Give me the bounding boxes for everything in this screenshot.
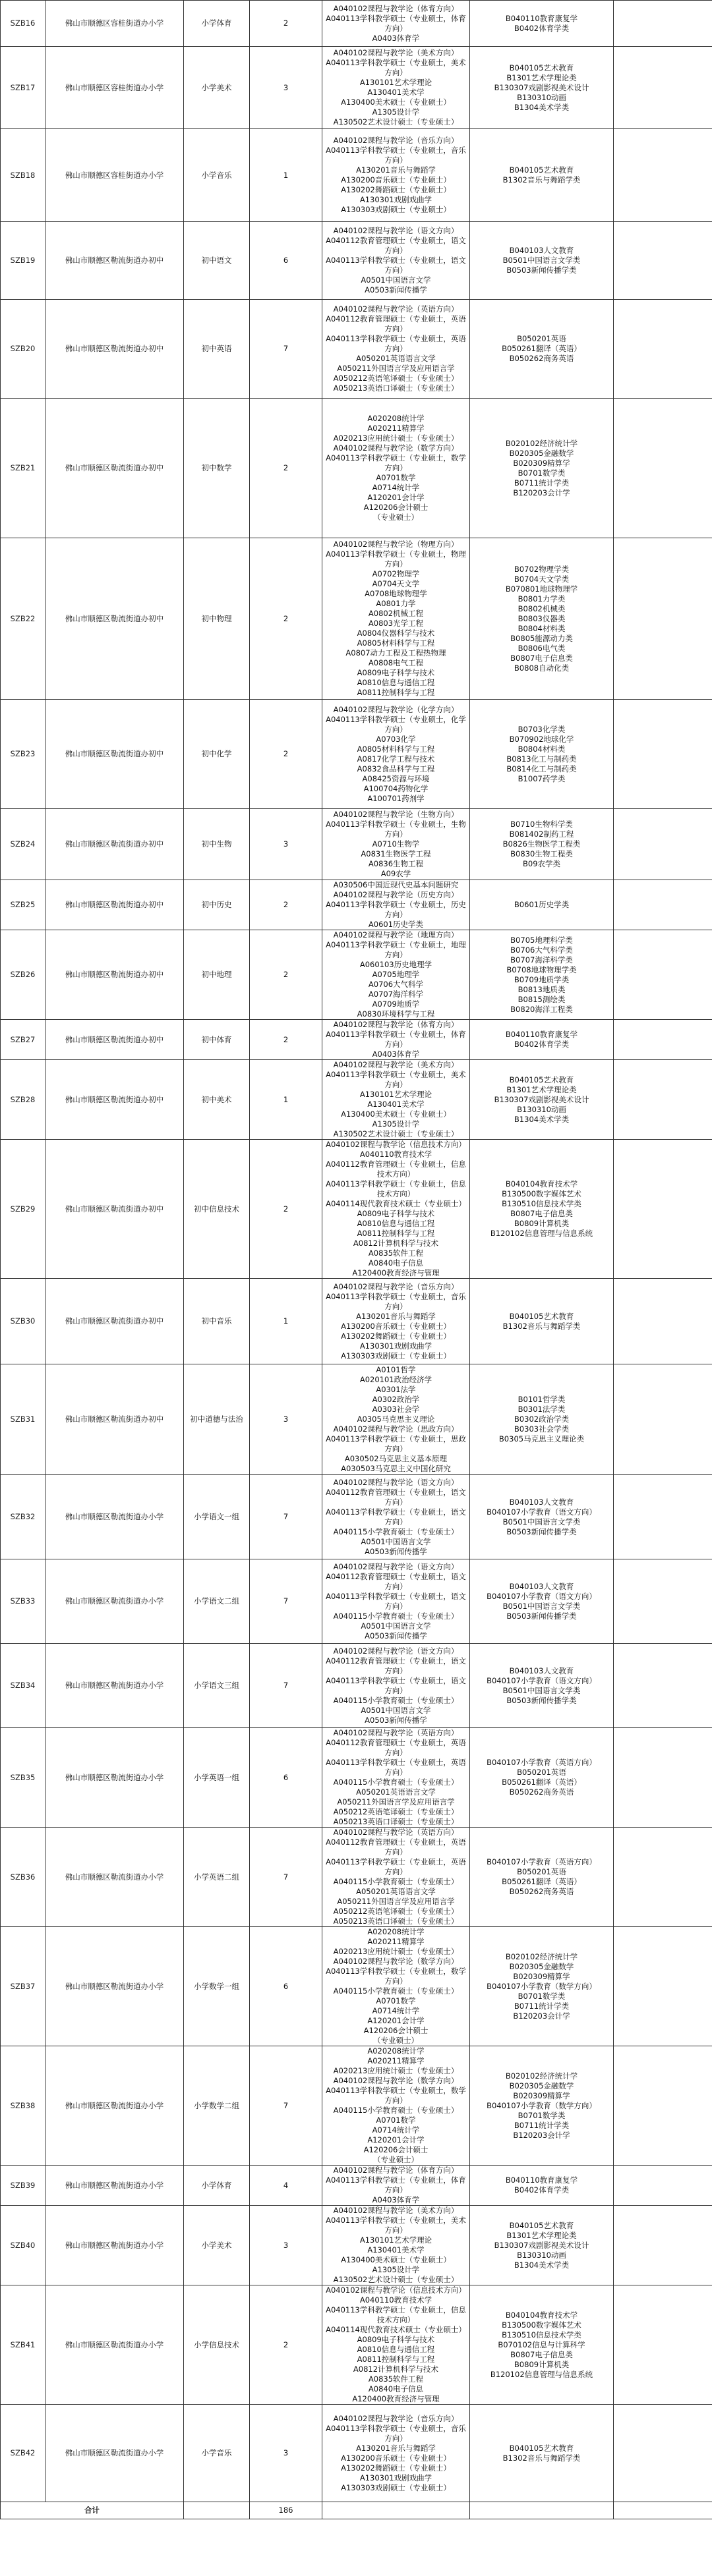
undergraduate-major-cell: B020102经济统计学 B020305金融数学 B020309精算学 B040107小学教育（数学方向） B0701数学类 B0711统计学类 B120203会计学: [470, 1927, 614, 2046]
employer-unit-cell: 佛山市顺德区勒流街道办初中: [45, 538, 184, 700]
total-label: 合计: [1, 2502, 184, 2519]
remarks-cell: [614, 809, 712, 880]
undergraduate-major-cell: B0703化学类 B070902地球化学 B0804材料类 B0813化工与制药类 B0814化工与制药类 B1007药学类: [470, 700, 614, 809]
remarks-cell: [614, 2285, 712, 2405]
postgraduate-major-cell: A020208统计学 A020211精算学 A020213应用统计硕士（专业硕士） A040102课程与教学论（数学方向） A040113学科教学硕士（专业硕士，数学方向） A040115小学教育硕士（专业硕士） A0701数学 A0714统计学 A120201会计学 A120206会计硕士 （专业硕士）: [322, 2046, 470, 2166]
remarks-cell: [614, 1828, 712, 1927]
postgraduate-major-cell: A040102课程与教学论（美术方向） A040113学科教学硕士（专业硕士，美术方向） A130101艺术学理论 A130401美术学 A130400美术硕士（专业硕士） A1305设计学 A130502艺术设计硕士（专业硕士）: [322, 1060, 470, 1140]
recruit-count-cell: 1: [250, 1279, 322, 1364]
position-name-cell: 小学语文二组: [184, 1559, 250, 1644]
undergraduate-major-cell: B0101哲学类 B0301法学类 B0302政治学类 B0303社会学类 B0305马克思主义理论类: [470, 1364, 614, 1475]
remarks-cell: [614, 1020, 712, 1060]
undergraduate-major-cell: B040103人文教育 B040107小学教育（语文方向） B0501中国语言文学类 B0503新闻传播学类: [470, 1559, 614, 1644]
table-row: [1, 2285, 712, 2405]
recruit-count-cell: 7: [250, 300, 322, 399]
employer-unit-cell: 佛山市顺德区容桂街道办小学: [45, 47, 184, 129]
recruit-count-cell: 3: [250, 47, 322, 129]
remarks-cell: [614, 1475, 712, 1559]
remarks-cell: [614, 222, 712, 300]
position-code-cell: SZB28: [1, 1060, 45, 1140]
postgraduate-major-cell: A040102课程与教学论（英语方向） A040112教育管理硕士（专业硕士，英语方向） A040113学科教学硕士（专业硕士，英语方向） A040115小学教育硕士（专业硕士） A050201英语语言文学 A050211外国语言学及应用语言学 A050212英语笔译硕士（专业硕士） A050213英语口译硕士（专业硕士）: [322, 1828, 470, 1927]
postgraduate-major-cell: A040102课程与教学论（美术方向） A040113学科教学硕士（专业硕士，美术方向） A130101艺术学理论 A130401美术学 A130400美术硕士（专业硕士） A1305设计学 A130502艺术设计硕士（专业硕士）: [322, 2206, 470, 2285]
table-row: [1, 399, 712, 538]
recruit-count-cell: 2: [250, 1, 322, 47]
undergraduate-major-cell: B0702物理学类 B0704天文学类 B070801地球物理学 B0801力学类 B0802机械类 B0803仪器类 B0804材料类 B0805能源动力类 B0806电气类 B0807电子信息类 B0808自动化类: [470, 538, 614, 700]
position-code-cell: SZB25: [1, 880, 45, 930]
remarks-cell: [614, 1644, 712, 1728]
postgraduate-major-cell: A040102课程与教学论（语文方向） A040112教育管理硕士（专业硕士，语文方向） A040113学科教学硕士（专业硕士，语文方向） A040115小学教育硕士（专业硕士） A0501中国语言文学 A0503新闻传播学: [322, 1475, 470, 1559]
position-name-cell: 初中道德与法治: [184, 1364, 250, 1475]
position-name-cell: 小学语文三组: [184, 1644, 250, 1728]
employer-unit-cell: 佛山市顺德区勒流街道办初中: [45, 1140, 184, 1279]
recruit-count-cell: 3: [250, 2405, 322, 2502]
undergraduate-major-cell: B040103人文教育 B0501中国语言文学类 B0503新闻传播学类: [470, 222, 614, 300]
position-code-cell: SZB40: [1, 2206, 45, 2285]
position-code-cell: SZB23: [1, 700, 45, 809]
postgraduate-major-cell: A0101哲学 A020101政治经济学 A0301法学 A0302政治学 A0303社会学 A0305马克思主义理论 A040102课程与教学论（思政方向） A040113学科教学硕士（专业硕士，思政方向） A030502马克思主义基本原理 A030503马克思主义中国化研究: [322, 1364, 470, 1475]
employer-unit-cell: 佛山市顺德区勒流街道办小学: [45, 1728, 184, 1828]
position-code-cell: SZB31: [1, 1364, 45, 1475]
position-code-cell: SZB34: [1, 1644, 45, 1728]
position-name-cell: 初中体育: [184, 1020, 250, 1060]
remarks-cell: [614, 129, 712, 222]
postgraduate-major-cell: A040102课程与教学论（美术方向） A040113学科教学硕士（专业硕士，美术方向） A130101艺术学理论 A130401美术学 A130400美术硕士（专业硕士） A1305设计学 A130502艺术设计硕士（专业硕士）: [322, 47, 470, 129]
position-code-cell: SZB35: [1, 1728, 45, 1828]
position-name-cell: 小学数学二组: [184, 2046, 250, 2166]
employer-unit-cell: 佛山市顺德区勒流街道办小学: [45, 2405, 184, 2502]
recruit-count-cell: 4: [250, 2166, 322, 2206]
position-name-cell: 小学英语一组: [184, 1728, 250, 1828]
undergraduate-major-cell: B040103人文教育 B040107小学教育（语文方向） B0501中国语言文学类 B0503新闻传播学类: [470, 1475, 614, 1559]
table-row: [1, 1, 712, 47]
position-code-cell: SZB29: [1, 1140, 45, 1279]
remarks-cell: [614, 1559, 712, 1644]
postgraduate-major-cell: A020208统计学 A020211精算学 A020213应用统计硕士（专业硕士） A040102课程与教学论（数学方向） A040113学科教学硕士（专业硕士，数学方向） A0701数学 A0714统计学 A120201会计学 A120206会计硕士 （专业硕士）: [322, 399, 470, 538]
employer-unit-cell: 佛山市顺德区勒流街道办初中: [45, 1364, 184, 1475]
recruit-count-cell: 6: [250, 1927, 322, 2046]
postgraduate-major-cell: A040102课程与教学论（体育方向） A040113学科教学硕士（专业硕士，体育方向） A0403体育学: [322, 1, 470, 47]
position-code-cell: SZB33: [1, 1559, 45, 1644]
recruit-count-cell: 7: [250, 1644, 322, 1728]
recruit-count-cell: 2: [250, 1140, 322, 1279]
table-row: [1, 930, 712, 1020]
undergraduate-major-cell: B040105艺术教育 B1302音乐与舞蹈学类: [470, 1279, 614, 1364]
table-row: [1, 129, 712, 222]
table-row: [1, 1644, 712, 1728]
position-name-cell: 小学体育: [184, 1, 250, 47]
position-code-cell: SZB17: [1, 47, 45, 129]
position-code-cell: SZB22: [1, 538, 45, 700]
remarks-cell: [614, 700, 712, 809]
position-code-cell: SZB42: [1, 2405, 45, 2502]
position-code-cell: SZB20: [1, 300, 45, 399]
employer-unit-cell: 佛山市顺德区容桂街道办小学: [45, 129, 184, 222]
table-row: [1, 1140, 712, 1279]
recruit-count-cell: 6: [250, 222, 322, 300]
undergraduate-major-cell: B040107小学教育（英语方向） B050201英语 B050261翻译（英语） B050262商务英语: [470, 1728, 614, 1828]
table-row: [1, 1020, 712, 1060]
recruit-count-cell: 1: [250, 129, 322, 222]
undergraduate-major-cell: B040110教育康复学 B0402体育学类: [470, 1020, 614, 1060]
table-row: [1, 2405, 712, 2502]
position-name-cell: 小学美术: [184, 47, 250, 129]
position-code-cell: SZB38: [1, 2046, 45, 2166]
undergraduate-major-cell: B040107小学教育（英语方向） B050201英语 B050261翻译（英语） B050262商务英语: [470, 1828, 614, 1927]
recruit-count-cell: 3: [250, 1364, 322, 1475]
undergraduate-major-cell: B020102经济统计学 B020305金融数学 B020309精算学 B040107小学教育（数学方向） B0701数学类 B0711统计学类 B120203会计学: [470, 2046, 614, 2166]
position-name-cell: 小学语文一组: [184, 1475, 250, 1559]
employer-unit-cell: 佛山市顺德区勒流街道办初中: [45, 1020, 184, 1060]
position-code-cell: SZB19: [1, 222, 45, 300]
position-code-cell: SZB37: [1, 1927, 45, 2046]
remarks-cell: [614, 1060, 712, 1140]
position-code-cell: SZB16: [1, 1, 45, 47]
remarks-cell: [614, 399, 712, 538]
table-row: [1, 538, 712, 700]
postgraduate-major-cell: A040102课程与教学论（生物方向） A040113学科教学硕士（专业硕士，生物方向） A0710生物学 A0831生物医学工程 A0836生物工程 A09农学: [322, 809, 470, 880]
recruit-count-cell: 1: [250, 1060, 322, 1140]
remarks-cell: [614, 930, 712, 1020]
position-name-cell: 初中语文: [184, 222, 250, 300]
employer-unit-cell: 佛山市顺德区勒流街道办小学: [45, 1644, 184, 1728]
position-code-cell: SZB36: [1, 1828, 45, 1927]
employer-unit-cell: 佛山市顺德区勒流街道办小学: [45, 1475, 184, 1559]
position-name-cell: 初中地理: [184, 930, 250, 1020]
remarks-cell: [614, 1927, 712, 2046]
position-name-cell: 初中信息技术: [184, 1140, 250, 1279]
remarks-cell: [614, 300, 712, 399]
undergraduate-major-cell: B0710生物科学类 B081402制药工程 B0826生物医学工程类 B0830生物工程类 B09农学类: [470, 809, 614, 880]
position-code-cell: SZB32: [1, 1475, 45, 1559]
remarks-cell: [614, 2405, 712, 2502]
position-code-cell: SZB41: [1, 2285, 45, 2405]
position-name-cell: 小学音乐: [184, 129, 250, 222]
postgraduate-major-cell: A040102课程与教学论（语文方向） A040112教育管理硕士（专业硕士，语文方向） A040113学科教学硕士（专业硕士，语文方向） A0501中国语言文学 A0503新闻传播学: [322, 222, 470, 300]
position-name-cell: 小学音乐: [184, 2405, 250, 2502]
employer-unit-cell: 佛山市顺德区勒流街道办初中: [45, 700, 184, 809]
position-name-cell: 初中生物: [184, 809, 250, 880]
remarks-cell: [614, 1279, 712, 1364]
postgraduate-major-cell: A030506中国近现代史基本问题研究 A040102课程与教学论（历史方向） A040113学科教学硕士（专业硕士，历史方向） A0601历史学类: [322, 880, 470, 930]
position-name-cell: 小学体育: [184, 2166, 250, 2206]
total-blank-cell: [184, 2502, 250, 2519]
employer-unit-cell: 佛山市顺德区勒流街道办初中: [45, 930, 184, 1020]
undergraduate-major-cell: B050201英语 B050261翻译（英语） B050262商务英语: [470, 300, 614, 399]
recruit-count-cell: 7: [250, 1559, 322, 1644]
total-blank-cell: [614, 2502, 712, 2519]
table-row: [1, 880, 712, 930]
recruit-count-cell: 3: [250, 2206, 322, 2285]
postgraduate-major-cell: A040102课程与教学论（物理方向） A040113学科教学硕士（专业硕士，物理方向） A0702物理学 A0704天文学 A0708地球物理学 A0801力学 A0802机械工程 A0803光学工程 A0804仪器科学与技术 A0805材料科学与工程 A0807动力工程及工程热物理 A0808电气工程 A0809电子科学与技术 A0810信息与通信工程 A0811控制科学与工程: [322, 538, 470, 700]
table-row: [1, 2166, 712, 2206]
position-name-cell: 初中美术: [184, 1060, 250, 1140]
recruit-count-cell: 7: [250, 1828, 322, 1927]
postgraduate-major-cell: A040102课程与教学论（体育方向） A040113学科教学硕士（专业硕士，体育方向） A0403体育学: [322, 2166, 470, 2206]
table-row: [1, 700, 712, 809]
table-row: [1, 1060, 712, 1140]
undergraduate-major-cell: B040105艺术教育 B1302音乐与舞蹈学类: [470, 2405, 614, 2502]
position-name-cell: 初中化学: [184, 700, 250, 809]
postgraduate-major-cell: A040102课程与教学论（英语方向） A040112教育管理硕士（专业硕士，英语方向） A040113学科教学硕士（专业硕士，英语方向） A040115小学教育硕士（专业硕士） A050201英语语言文学 A050211外国语言学及应用语言学 A050212英语笔译硕士（专业硕士） A050213英语口译硕士（专业硕士）: [322, 1728, 470, 1828]
employer-unit-cell: 佛山市顺德区勒流街道办小学: [45, 1828, 184, 1927]
table-row: [1, 1927, 712, 2046]
remarks-cell: [614, 1364, 712, 1475]
undergraduate-major-cell: B020102经济统计学 B020305金融数学 B020309精算学 B0701数学类 B0711统计学类 B120203会计学: [470, 399, 614, 538]
postgraduate-major-cell: A040102课程与教学论（语文方向） A040112教育管理硕士（专业硕士，语文方向） A040113学科教学硕士（专业硕士，语文方向） A040115小学教育硕士（专业硕士） A0501中国语言文学 A0503新闻传播学: [322, 1559, 470, 1644]
table-row: [1, 1475, 712, 1559]
postgraduate-major-cell: A040102课程与教学论（语文方向） A040112教育管理硕士（专业硕士，语文方向） A040113学科教学硕士（专业硕士，语文方向） A040115小学教育硕士（专业硕士） A0501中国语言文学 A0503新闻传播学: [322, 1644, 470, 1728]
remarks-cell: [614, 1, 712, 47]
undergraduate-major-cell: B040104教育技术学 B130500数字媒体艺术 B130510信息技术学类 B0807电子信息类 B0809计算机类 B120102信息管理与信息系统: [470, 1140, 614, 1279]
position-code-cell: SZB27: [1, 1020, 45, 1060]
total-blank-cell: [322, 2502, 470, 2519]
remarks-cell: [614, 1728, 712, 1828]
postgraduate-major-cell: A040102课程与教学论（音乐方向） A040113学科教学硕士（专业硕士，音乐方向） A130201音乐与舞蹈学 A130200音乐硕士（专业硕士） A130202舞蹈硕士（专业硕士） A130301戏剧戏曲学 A130303戏剧硕士（专业硕士）: [322, 2405, 470, 2502]
position-code-cell: SZB30: [1, 1279, 45, 1364]
employer-unit-cell: 佛山市顺德区勒流街道办初中: [45, 880, 184, 930]
postgraduate-major-cell: A040102课程与教学论（音乐方向） A040113学科教学硕士（专业硕士，音乐方向） A130201音乐与舞蹈学 A130200音乐硕士（专业硕士） A130202舞蹈硕士（专业硕士） A130301戏剧戏曲学 A130303戏剧硕士（专业硕士）: [322, 1279, 470, 1364]
remarks-cell: [614, 2046, 712, 2166]
employer-unit-cell: 佛山市顺德区勒流街道办初中: [45, 222, 184, 300]
postgraduate-major-cell: A040102课程与教学论（化学方向） A040113学科教学硕士（专业硕士，化学方向） A0703化学 A0805材料科学与工程 A0817化学工程与技术 A0832食品科学与工程 A08425资源与环境 A100704药物化学 A100701药剂学: [322, 700, 470, 809]
table-row: [1, 47, 712, 129]
position-name-cell: 初中音乐: [184, 1279, 250, 1364]
undergraduate-major-cell: B040104教育技术学 B130500数字媒体艺术 B130510信息技术学类 B070102信息与计算科学 B0807电子信息类 B0809计算机类 B120102信息管理与信息系统: [470, 2285, 614, 2405]
remarks-cell: [614, 880, 712, 930]
total-count: 186: [250, 2502, 322, 2519]
table-row: [1, 2206, 712, 2285]
recruit-count-cell: 7: [250, 1475, 322, 1559]
position-code-cell: SZB26: [1, 930, 45, 1020]
recruit-count-cell: 2: [250, 930, 322, 1020]
position-code-cell: SZB24: [1, 809, 45, 880]
employer-unit-cell: 佛山市顺德区勒流街道办小学: [45, 1927, 184, 2046]
employer-unit-cell: 佛山市顺德区勒流街道办小学: [45, 1559, 184, 1644]
undergraduate-major-cell: B040105艺术教育 B1301艺术学理论类 B130307戏剧影视美术设计 B130310动画 B1304美术学类: [470, 1060, 614, 1140]
recruit-count-cell: 3: [250, 809, 322, 880]
recruit-count-cell: 7: [250, 2046, 322, 2166]
position-name-cell: 初中历史: [184, 880, 250, 930]
postgraduate-major-cell: A040102课程与教学论（地理方向） A040113学科教学硕士（专业硕士，地理方向） A060103历史地理学 A0705地理学 A0706大气科学 A0707海洋科学 A0709地质学 A0830环境科学与工程: [322, 930, 470, 1020]
recruit-count-cell: 6: [250, 1728, 322, 1828]
employer-unit-cell: 佛山市顺德区勒流街道办初中: [45, 1060, 184, 1140]
recruit-count-cell: 2: [250, 700, 322, 809]
undergraduate-major-cell: B040105艺术教育 B1301艺术学理论类 B130307戏剧影视美术设计 B130310动画 B1304美术学类: [470, 2206, 614, 2285]
remarks-cell: [614, 1140, 712, 1279]
recruit-count-cell: 2: [250, 2285, 322, 2405]
table-row: [1, 300, 712, 399]
undergraduate-major-cell: B040110教育康复学 B0402体育学类: [470, 2166, 614, 2206]
table-row: [1, 1559, 712, 1644]
employer-unit-cell: 佛山市顺德区勒流街道办初中: [45, 809, 184, 880]
recruit-count-cell: 2: [250, 880, 322, 930]
position-code-cell: SZB18: [1, 129, 45, 222]
employer-unit-cell: 佛山市顺德区勒流街道办小学: [45, 2166, 184, 2206]
table-row: [1, 222, 712, 300]
position-code-cell: SZB21: [1, 399, 45, 538]
remarks-cell: [614, 2206, 712, 2285]
position-name-cell: 小学美术: [184, 2206, 250, 2285]
remarks-cell: [614, 2166, 712, 2206]
postgraduate-major-cell: A040102课程与教学论（信息技术方向） A040110教育技术学 A040113学科教学硕士（专业硕士，信息技术方向） A040114现代教育技术硕士（专业硕士） A0809电子科学与技术 A0810信息与通信工程 A0811控制科学与工程 A0812计算机科学与技术 A0835软件工程 A0840电子信息 A120400教育经济与管理: [322, 2285, 470, 2405]
table-row: [1, 1279, 712, 1364]
table-body: [1, 1, 712, 2502]
remarks-cell: [614, 538, 712, 700]
postgraduate-major-cell: A020208统计学 A020211精算学 A020213应用统计硕士（专业硕士） A040102课程与教学论（数学方向） A040113学科教学硕士（专业硕士，数学方向） A040115小学教育硕士（专业硕士） A0701数学 A0714统计学 A120201会计学 A120206会计硕士 （专业硕士）: [322, 1927, 470, 2046]
position-code-cell: SZB39: [1, 2166, 45, 2206]
undergraduate-major-cell: B0705地理科学类 B0706大气科学类 B0707海洋科学类 B0708地球物理学类 B0709地质学类 B0813地质类 B0815测绘类 B0820海洋工程类: [470, 930, 614, 1020]
undergraduate-major-cell: B040110教育康复学 B0402体育学类: [470, 1, 614, 47]
table-row: [1, 1828, 712, 1927]
table-row: [1, 1364, 712, 1475]
recruit-count-cell: 2: [250, 399, 322, 538]
postgraduate-major-cell: A040102课程与教学论（信息技术方向） A040110教育技术学 A040112教育管理硕士（专业硕士，信息技术方向） A040113学科教学硕士（专业硕士，信息技术方向） A040114现代教育技术硕士（专业硕士） A0809电子科学与技术 A0810信息与通信工程 A0811控制科学与工程 A0812计算机科学与技术 A0835软件工程 A0840电子信息 A120400教育经济与管理: [322, 1140, 470, 1279]
position-name-cell: 初中英语: [184, 300, 250, 399]
recruit-count-cell: 2: [250, 538, 322, 700]
table-row: [1, 2046, 712, 2166]
position-name-cell: 小学数学一组: [184, 1927, 250, 2046]
postgraduate-major-cell: A040102课程与教学论（英语方向） A040112教育管理硕士（专业硕士，英语方向） A040113学科教学硕士（专业硕士，英语方向） A050201英语语言文学 A050211外国语言学及应用语言学 A050212英语笔译硕士（专业硕士） A050213英语口译硕士（专业硕士）: [322, 300, 470, 399]
table-row: [1, 809, 712, 880]
employer-unit-cell: 佛山市顺德区勒流街道办初中: [45, 399, 184, 538]
undergraduate-major-cell: B0601历史学类: [470, 880, 614, 930]
undergraduate-major-cell: B040105艺术教育 B1301艺术学理论类 B130307戏剧影视美术设计 B130310动画 B1304美术学类: [470, 47, 614, 129]
position-name-cell: 初中物理: [184, 538, 250, 700]
total-row: [1, 2502, 712, 2519]
total-blank-cell: [470, 2502, 614, 2519]
position-name-cell: 初中数学: [184, 399, 250, 538]
undergraduate-major-cell: B040103人文教育 B040107小学教育（语文方向） B0501中国语言文学类 B0503新闻传播学类: [470, 1644, 614, 1728]
recruit-count-cell: 2: [250, 1020, 322, 1060]
employer-unit-cell: 佛山市顺德区勒流街道办初中: [45, 300, 184, 399]
postgraduate-major-cell: A040102课程与教学论（体育方向） A040113学科教学硕士（专业硕士，体育方向） A0403体育学: [322, 1020, 470, 1060]
employer-unit-cell: 佛山市顺德区勒流街道办小学: [45, 2285, 184, 2405]
table-row: [1, 1728, 712, 1828]
employer-unit-cell: 佛山市顺德区勒流街道办初中: [45, 1279, 184, 1364]
position-name-cell: 小学英语二组: [184, 1828, 250, 1927]
employer-unit-cell: 佛山市顺德区勒流街道办小学: [45, 2046, 184, 2166]
postgraduate-major-cell: A040102课程与教学论（音乐方向） A040113学科教学硕士（专业硕士，音乐方向） A130201音乐与舞蹈学 A130200音乐硕士（专业硕士） A130202舞蹈硕士（专业硕士） A130301戏剧戏曲学 A130303戏剧硕士（专业硕士）: [322, 129, 470, 222]
position-name-cell: 小学信息技术: [184, 2285, 250, 2405]
undergraduate-major-cell: B040105艺术教育 B1302音乐与舞蹈学类: [470, 129, 614, 222]
employer-unit-cell: 佛山市顺德区容桂街道办小学: [45, 1, 184, 47]
remarks-cell: [614, 47, 712, 129]
employer-unit-cell: 佛山市顺德区勒流街道办小学: [45, 2206, 184, 2285]
